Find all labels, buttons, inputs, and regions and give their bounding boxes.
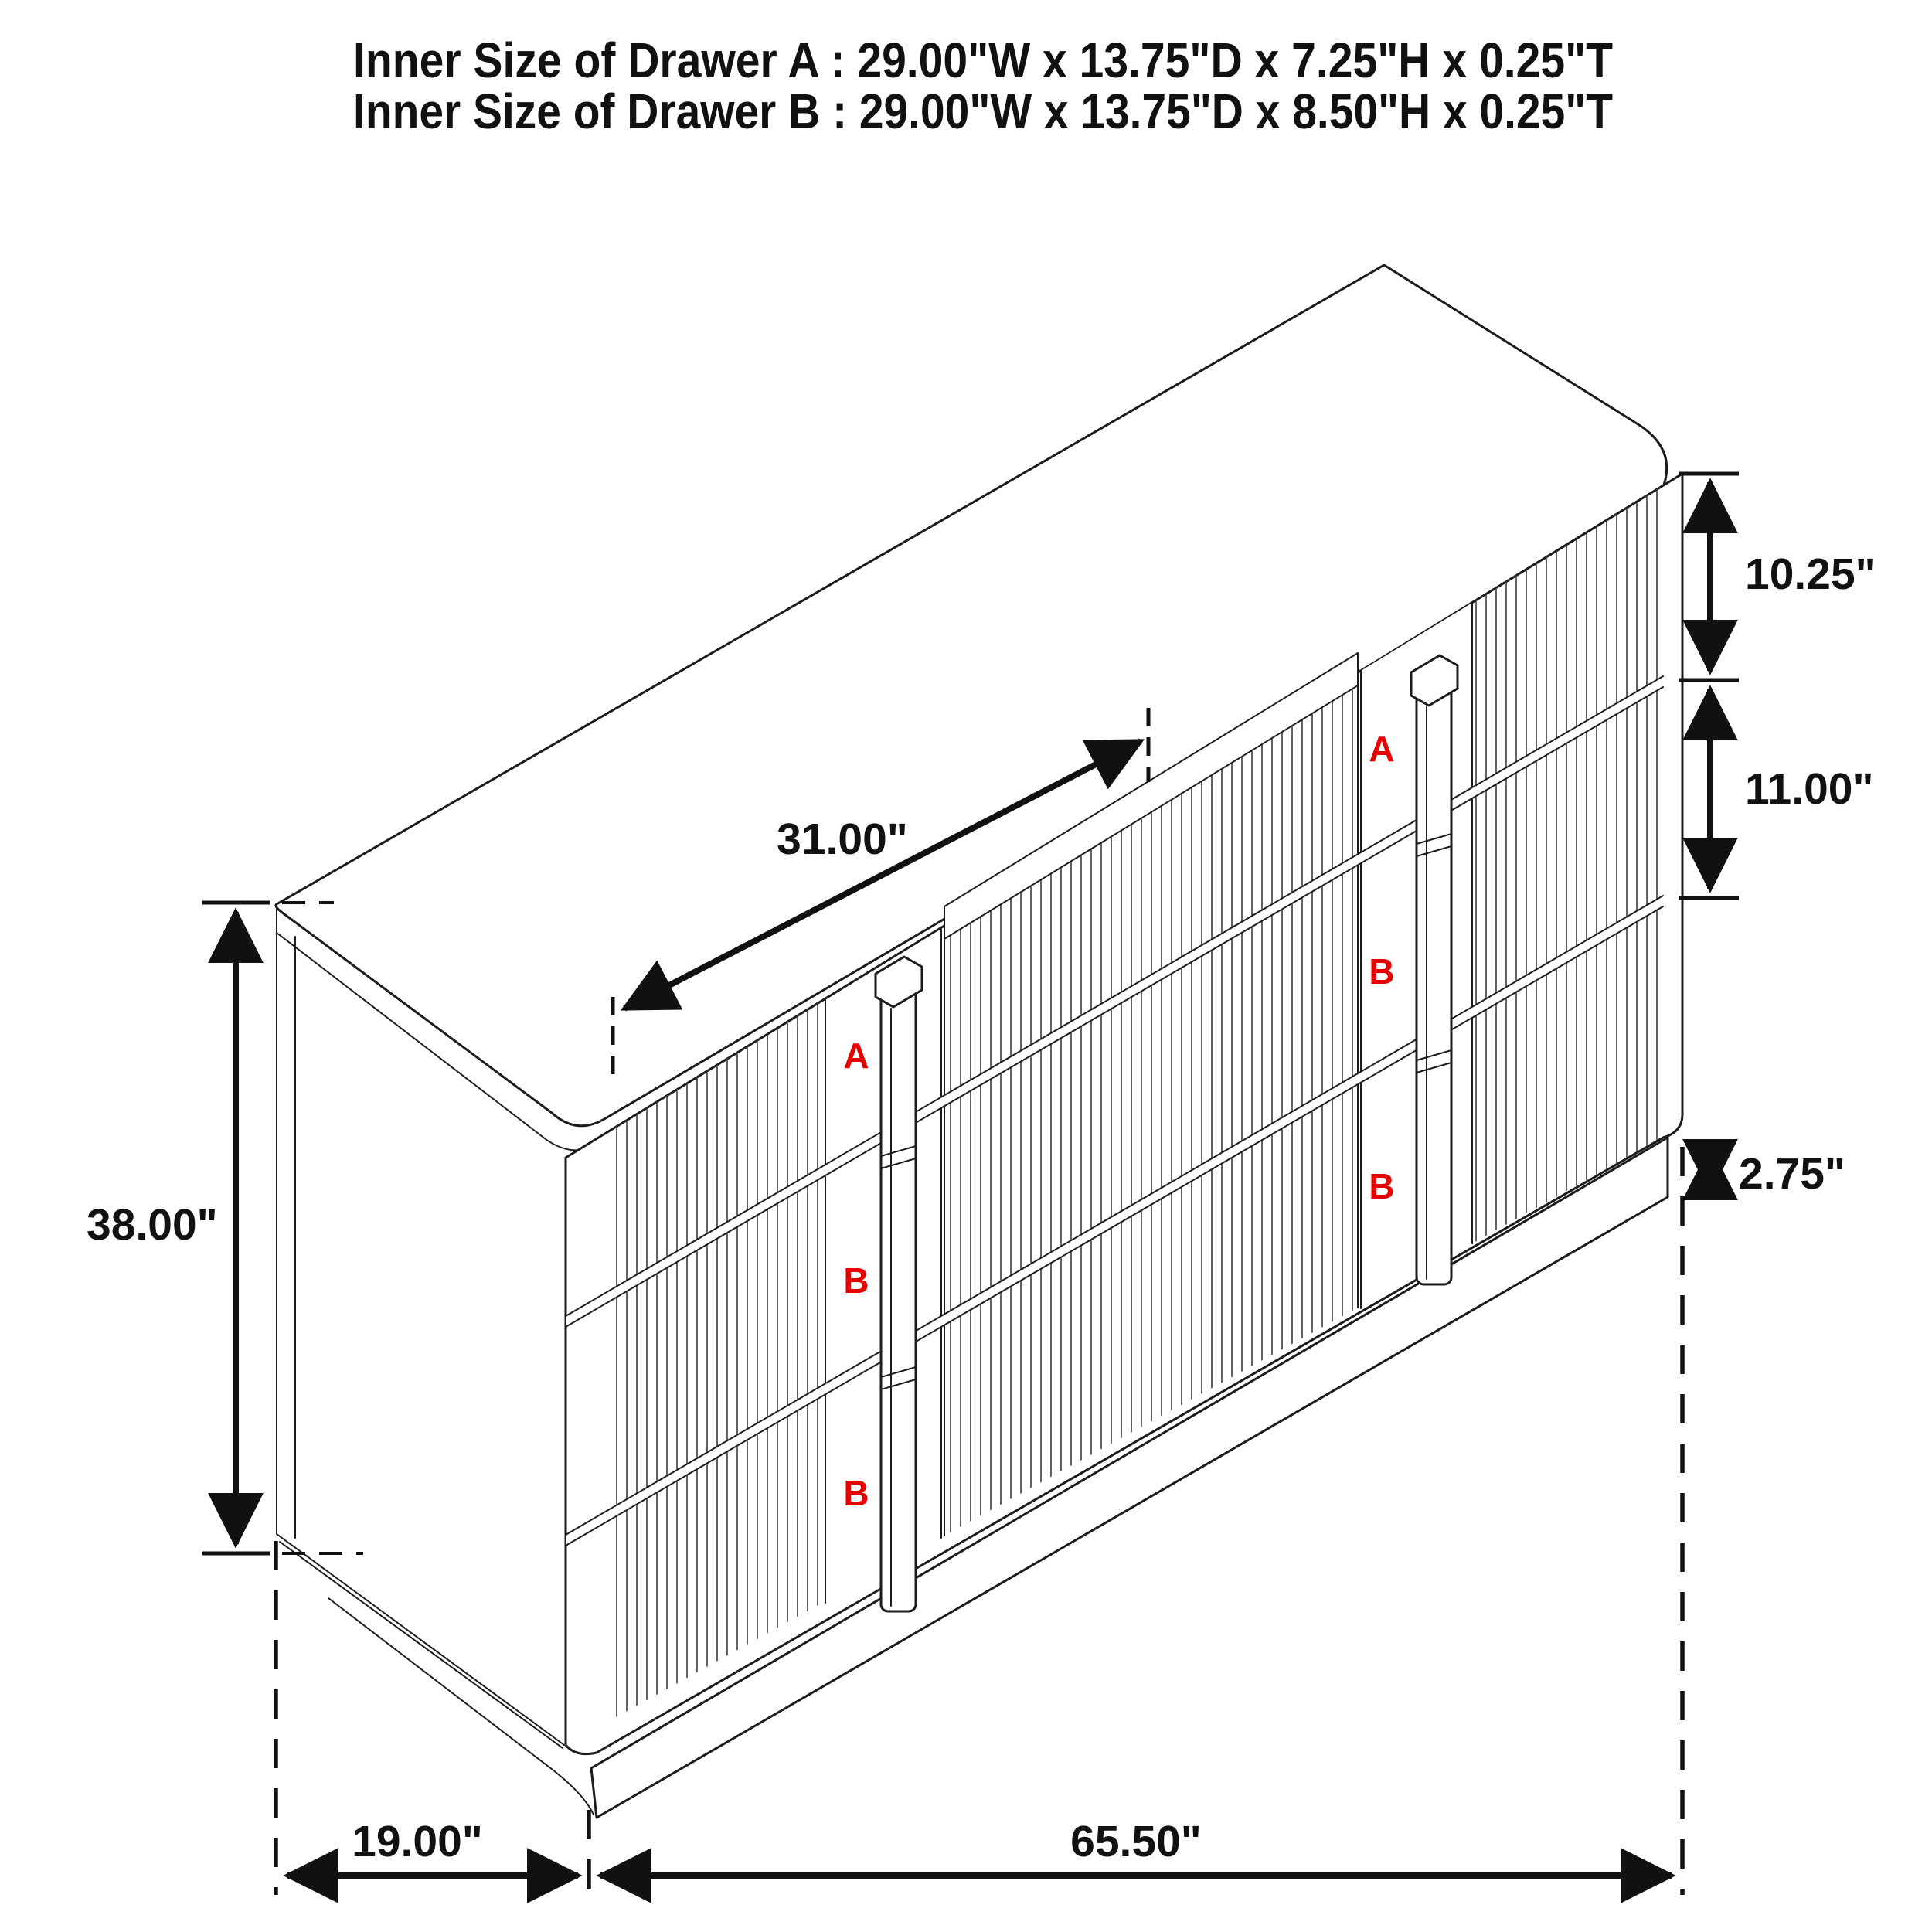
drawer-label-right-b1: B	[1369, 951, 1395, 992]
title-line-1: Inner Size of Drawer A : 29.00"W x 13.75"D x 7.25"H x 0.25"T	[353, 32, 1613, 88]
svg-text:2.75": 2.75"	[1739, 1149, 1845, 1199]
drawer-label-right-a: A	[1369, 729, 1395, 769]
title-line-2: Inner Size of Drawer B : 29.00"W x 13.75"D x 8.50"H x 0.25"T	[353, 83, 1613, 139]
right-drawer-handle	[1411, 655, 1458, 1284]
dimension-base-height	[1682, 1147, 1845, 1895]
svg-text:31.00": 31.00"	[777, 815, 908, 864]
svg-text:10.25": 10.25"	[1745, 549, 1876, 599]
drawer-label-left-b2: B	[843, 1473, 869, 1513]
drawing-title	[353, 32, 1613, 139]
drawer-label-right-b2: B	[1369, 1166, 1395, 1206]
dimension-total-height	[87, 903, 363, 1553]
dimension-drawer-a-height	[1679, 474, 1876, 680]
dimension-depth	[276, 1541, 589, 1895]
left-drawer-handle	[876, 957, 922, 1611]
drawer-label-left-a: A	[843, 1036, 869, 1076]
dimension-drawer-b-height	[1679, 689, 1874, 898]
dimension-width	[600, 1817, 1672, 1876]
svg-text:65.50": 65.50"	[1070, 1817, 1202, 1866]
dresser-drawing	[276, 265, 1682, 1818]
svg-text:11.00": 11.00"	[1745, 764, 1874, 814]
drawer-label-left-b1: B	[843, 1260, 869, 1301]
svg-text:38.00": 38.00"	[87, 1200, 218, 1250]
svg-text:19.00": 19.00"	[352, 1817, 483, 1866]
